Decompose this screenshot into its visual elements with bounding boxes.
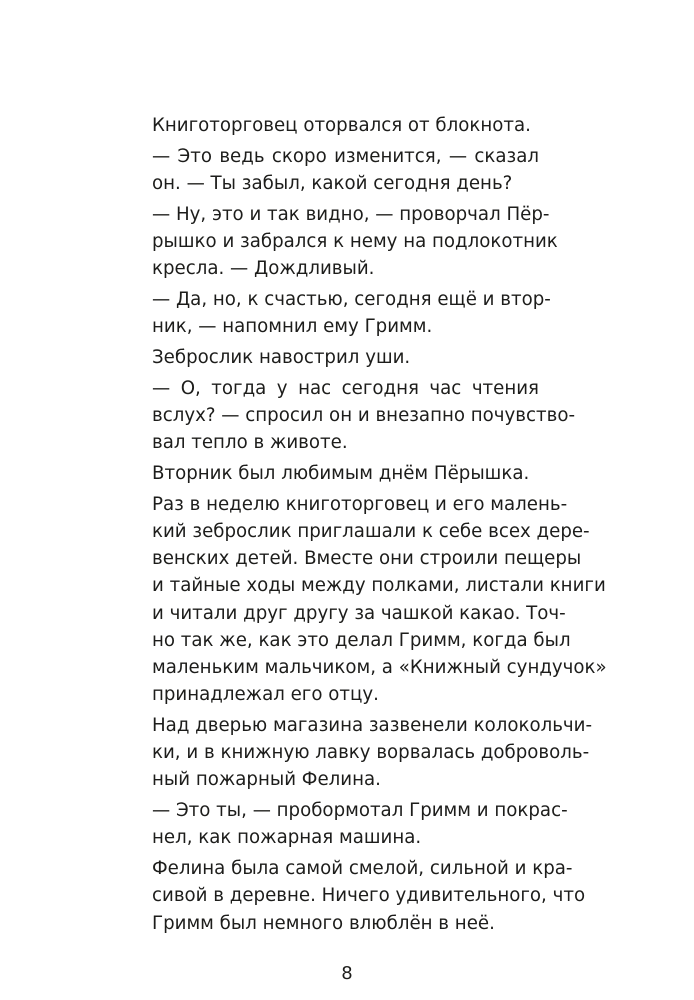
text-line: и читали друг другу за чашкой какао. Точ- xyxy=(152,602,566,624)
text-line: ки, и в книжную лавку ворвалась доброволь- xyxy=(152,742,590,764)
text-line: — О, тогда у нас сегодня час чтения xyxy=(152,377,539,399)
text-line: Фелина была самой смелой, сильной и кра- xyxy=(152,858,573,880)
text-line: — Это ведь скоро изменится, — сказал xyxy=(152,145,539,167)
text-line: и тайные ходы между полками, листали книги xyxy=(152,575,606,597)
text-line: принадлежал его отцу. xyxy=(152,684,379,706)
text-line: кий зеброслик приглашали к себе всех дере- xyxy=(152,521,590,542)
page-number: 8 xyxy=(341,962,353,984)
text-line: рышко и забрался к нему на подлокотник xyxy=(152,231,558,252)
text-line: — Это ты, — пробормотал Гримм и покрас- xyxy=(152,800,568,822)
text-line: венских детей. Вместе они строили пещеры xyxy=(152,548,582,570)
text-line: — Да, но, к счастью, сегодня ещё и втор- xyxy=(152,289,551,310)
text-line: сивой в деревне. Ничего удивительного, что xyxy=(152,885,586,907)
text-line: Вторник был любимым днём Пёрышка. xyxy=(152,463,530,484)
text-line: ный пожарный Фелина. xyxy=(152,769,381,791)
text-line: кресла. — Дождливый. xyxy=(152,258,375,280)
text-line: маленьким мальчиком, а «Книжный сундучок» xyxy=(152,657,607,678)
text-line: ник, — напомнил ему Гримм. xyxy=(152,316,433,338)
text-line: — Ну, это и так видно, — проворчал Пёр- xyxy=(152,203,550,225)
text-line: он. — Ты забыл, какой сегодня день? xyxy=(152,173,513,194)
text-line: Раз в неделю книготорговец и его малень- xyxy=(152,493,568,515)
text-line: Книготорговец оторвался от блокнота. xyxy=(152,115,531,136)
text-line: Над дверью магазина зазвенели колокольчи- xyxy=(152,715,593,736)
text-line: Зеброслик навострил уши. xyxy=(152,347,411,368)
text-line: но так же, как это делал Гримм, когда был xyxy=(152,629,571,651)
text-line: Гримм был немного влюблён в неё. xyxy=(152,912,495,934)
text-line: вслух? — спросил он и внезапно почувство- xyxy=(152,405,576,426)
text-line: вал тепло в животе. xyxy=(152,432,348,454)
text-line: нел, как пожарная машина. xyxy=(152,827,422,849)
